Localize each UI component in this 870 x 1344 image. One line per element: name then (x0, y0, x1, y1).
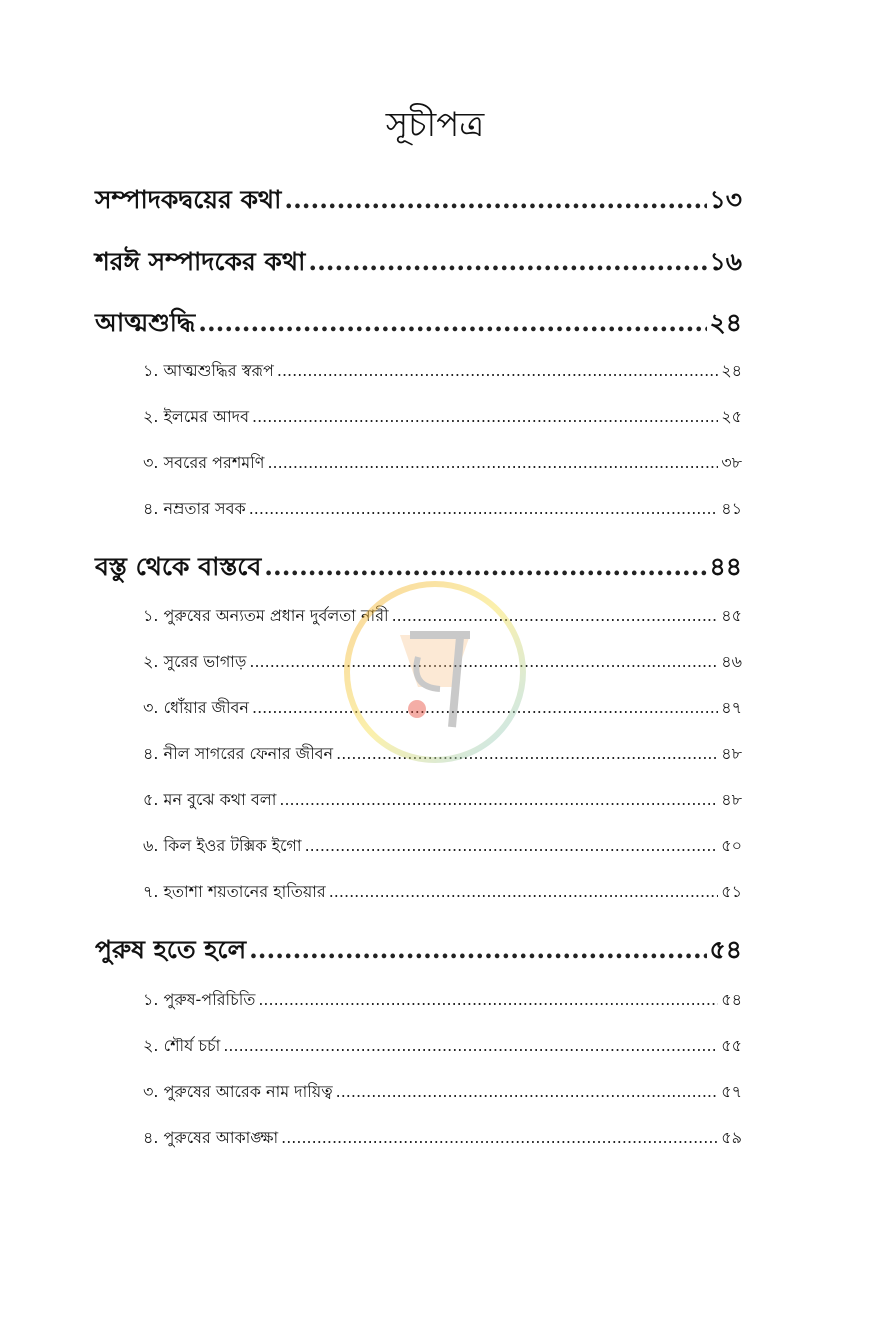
toc-entry-title: আত্মশুদ্ধি (95, 308, 196, 337)
toc-entry-page: ৫৪ (721, 990, 742, 1009)
toc-entry-page: ৪৫ (721, 606, 742, 625)
toc-entry (143, 603, 742, 630)
toc-entry-title: পুরুষ হতে হলে (95, 935, 247, 964)
toc-entry-title: ৬. কিল ইওর টক্সিক ইগো (143, 836, 302, 855)
toc-entry (143, 833, 742, 860)
toc-entry-title: ২. ইলমের আদব (143, 407, 249, 426)
dot-leader (279, 790, 718, 809)
toc-entry (143, 496, 742, 523)
dot-leader (258, 990, 718, 1009)
dot-leader (249, 652, 718, 671)
toc-entry (143, 649, 742, 676)
toc-entry-page: ৪৭ (721, 698, 742, 717)
dot-leader (249, 499, 719, 518)
dot-leader (252, 698, 718, 717)
toc-entry-page: ২৫ (721, 407, 742, 426)
dot-leader (223, 1036, 718, 1055)
toc-entry (143, 358, 742, 385)
dot-leader (392, 606, 719, 625)
toc-entry (143, 787, 742, 814)
toc-entry-title: বস্তু থেকে বাস্তবে (95, 552, 262, 581)
toc-entry (95, 547, 742, 590)
toc-entry (143, 695, 742, 722)
toc-entry-page: ৪৪ (709, 552, 742, 581)
dot-leader (267, 453, 718, 472)
toc-entry (143, 741, 742, 768)
toc-entry-page: ৫০ (721, 836, 742, 855)
toc-entry-page: ৪৬ (721, 652, 742, 671)
toc-entry (143, 1079, 742, 1106)
toc-entry (95, 303, 742, 346)
toc-entry-title: সম্পাদকদ্বয়ের কথা (95, 185, 282, 214)
dot-leader (281, 1128, 718, 1147)
dot-leader (264, 552, 706, 581)
toc-entry-title: ১. পুরুষ-পরিচিতি (143, 990, 256, 1009)
toc-entry-title: ১. আত্মশুদ্ধির স্বরূপ (143, 361, 274, 380)
toc-entry-page: ৪৮ (721, 744, 742, 763)
toc-entry-title: ৫. মন বুঝে কথা বলা (143, 790, 277, 809)
toc-entry-title: ৩. পুরুষের আরেক নাম দায়িত্ব (143, 1082, 333, 1101)
dot-leader (252, 407, 718, 426)
toc-entry-page: ৫৯ (721, 1128, 742, 1147)
toc-entry-title: ৩. ধোঁয়ার জীবন (143, 698, 249, 717)
dot-leader (329, 882, 719, 901)
toc-entry-title: ৩. সবরের পরশমণি (143, 453, 265, 472)
toc-entry-title: ৪. নম্রতার সবক (143, 499, 246, 518)
toc-entry-title: ৭. হতাশা শয়তানের হাতিয়ার (143, 882, 326, 901)
toc-entry (143, 1125, 742, 1152)
page-title: সূচীপত্র (385, 105, 485, 145)
toc-entry-title: শরঈ সম্পাদকের কথা (95, 247, 306, 276)
toc-entry-page: ৫৪ (709, 935, 742, 964)
toc-entry-page: ৫১ (721, 882, 742, 901)
toc-entry (143, 1033, 742, 1060)
toc-entry (143, 450, 742, 477)
dot-leader (284, 185, 706, 214)
dot-leader (305, 836, 719, 855)
toc-entry-page: ৩৮ (721, 453, 742, 472)
toc-entry-page: ২৪ (709, 308, 742, 337)
toc-entry-title: ২. শৌর্য চর্চা (143, 1036, 221, 1055)
toc-entry (95, 242, 742, 285)
toc-entry-page: ১৬ (709, 247, 742, 276)
toc-entry (143, 879, 742, 906)
toc-entry-page: ৫৫ (721, 1036, 742, 1055)
toc-entry-title: ৪. নীল সাগরের ফেনার জীবন (143, 744, 334, 763)
toc-entry (95, 180, 742, 223)
toc-entry (143, 987, 742, 1014)
dot-leader (249, 935, 706, 964)
toc-entry-page: ৫৭ (721, 1082, 742, 1101)
toc-entry-title: ৪. পুরুষের আকাঙ্ক্ষা (143, 1128, 279, 1147)
toc-entry-page: ১৩ (709, 185, 742, 214)
dot-leader (277, 361, 718, 380)
toc-entry (143, 404, 742, 431)
toc-entry-page: ৪১ (721, 499, 742, 518)
dot-leader (198, 308, 706, 337)
toc-entry-title: ১. পুরুষের অন্যতম প্রধান দুর্বলতা নারী (143, 606, 389, 625)
toc-entry (95, 930, 742, 973)
dot-leader (308, 247, 706, 276)
toc-entry-page: ২৪ (721, 361, 742, 380)
dot-leader (336, 1082, 719, 1101)
toc-entry-title: ২. সুরের ভাগাড় (143, 652, 247, 671)
toc-entry-page: ৪৮ (721, 790, 742, 809)
dot-leader (336, 744, 718, 763)
